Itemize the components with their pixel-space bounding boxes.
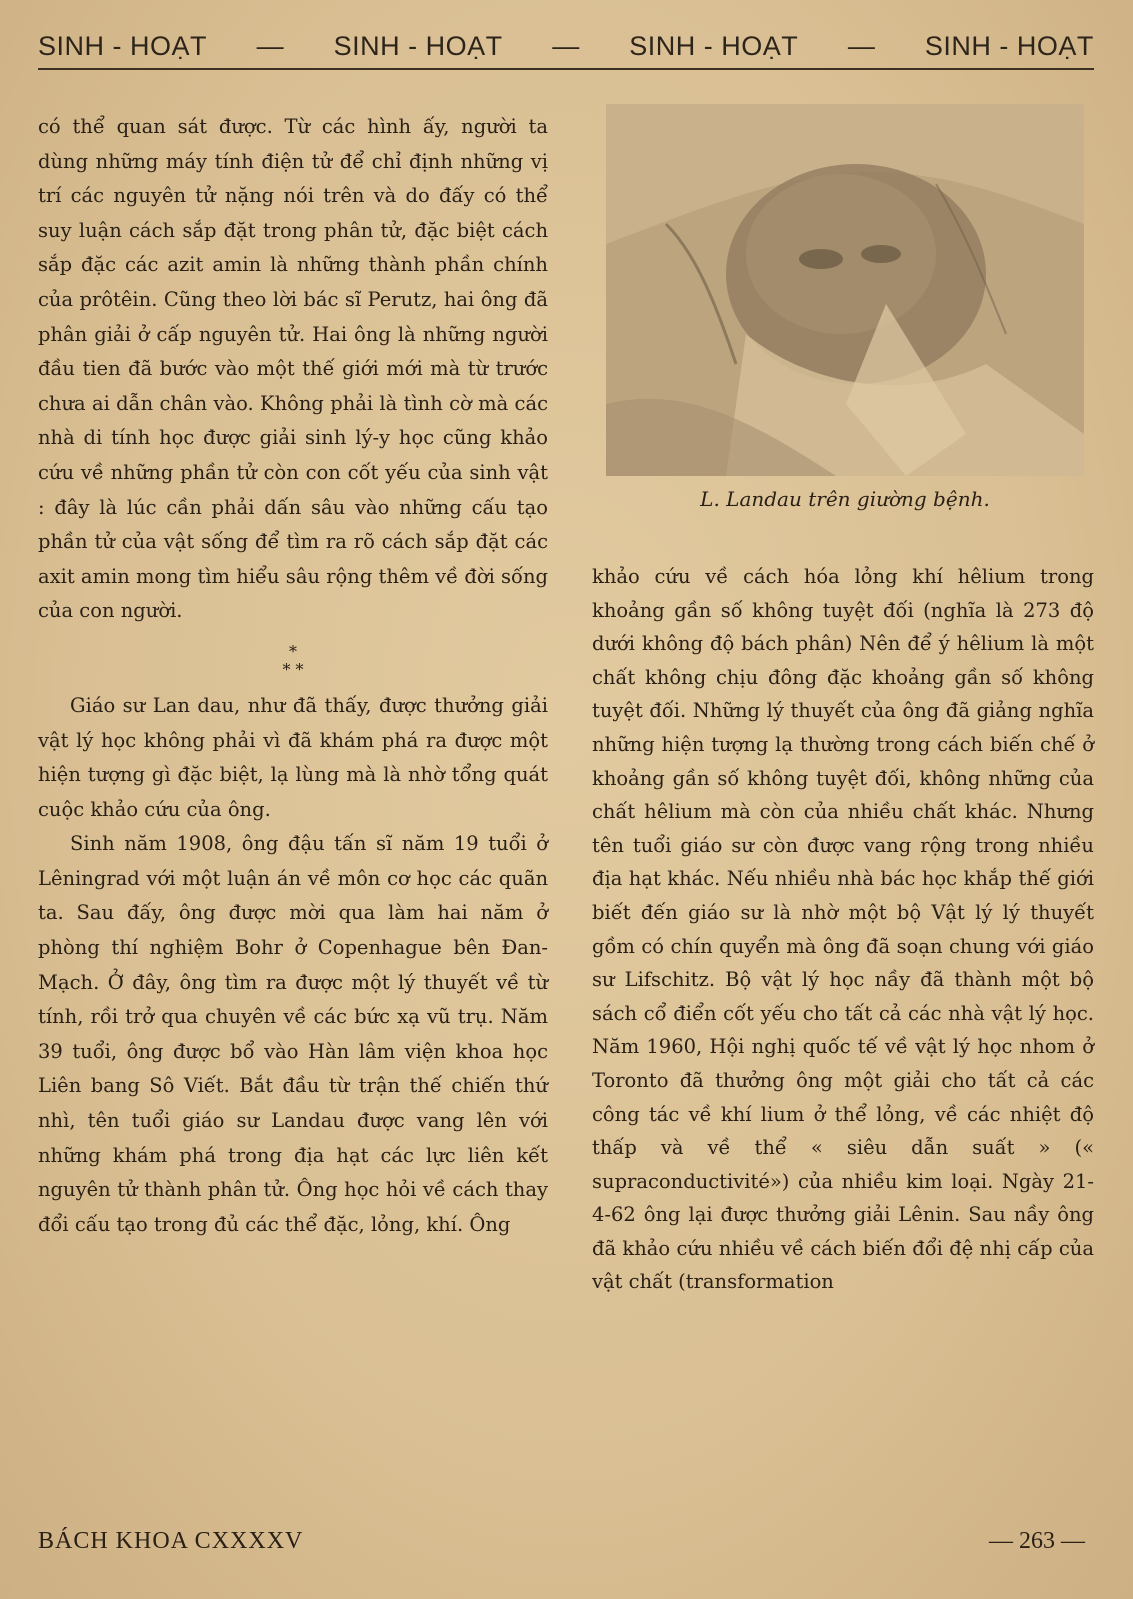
header-separator: — xyxy=(256,30,285,61)
header-separator: — xyxy=(552,30,580,61)
header-item: SINH - HOẠT xyxy=(629,30,799,61)
left-paragraph-1: có thể quan sát được. Từ các hình ấy, người ta dùng những máy tính điện tử để chỉ định những vị trí các nguyên tử nặng nói trên và do đấy có thể suy luận cách sắp đặt trong phân tử, đặc biệt cách sắp đặc các azit amin là những thành phần chính của prôtêin. Cũng theo lời bác sĩ Perutz, hai ông đã phân giải ở cấp nguyên tử. Hai ông là những người đầu tien đã bước vào một thế giới mới mà từ trước chưa ai dẫn chân vào. Không phải là tình cờ mà các nhà di tính học được giải sinh lý-y học cũng khảo cứu về những phần tử còn con cốt yếu của sinh vật : đây là lúc cần phải dấn sâu vào những cấu tạo phần tử của vật sống để tìm ra rõ cách sắp đặt các axit amin mong tìm hiểu sâu rộng thêm về đời sống của con người. xyxy=(38,115,548,623)
right-column xyxy=(592,560,1094,1299)
right-paragraph-1: khảo cứu về cách hóa lỏng khí hêlium trong khoảng gần số không tuyệt đối (nghĩa là 273 độ dưới không độ bách phân) Nên để ý hêlium là một chất không chịu đông đặc khoảng gần số không tuyệt đối. Những lý thuyết của ông đã giảng nghĩa những hiện tượng lạ thường trong cách biến chế ở khoảng gần số không tuyệt đối, không những của chất hêlium mà còn của nhiều chất khác. Nhưng tên tuổi giáo sư còn được vang rộng trong nhiều địa hạt khác. Nếu nhiều nhà bác học khắp thế giới biết đến giáo sư là nhờ một bộ Vật lý lý thuyết gồm có chín quyển mà ông đã soạn chung với giáo sư Lifschitz. Bộ vật lý học nầy đã thành một bộ sách cổ điển cốt yếu cho tất cả các nhà vật lý học. Năm 1960, Hội nghị quốc tế về vật lý học nhom ở Toronto đã thưởng ông một giải cho tất cả các công tác về khí lium ở thể lỏng, về các nhiệt độ thấp và về thể « siêu dẫn suất » (« supraconductivité») của nhiều kim loại. Ngày 21-4-62 ông lại được thưởng giải Lênin. Sau nầy ông đã khảo cứu nhiều về cách biến đổi đệ nhị cấp của vật chất (transformation xyxy=(592,565,1094,1294)
publication-name: BÁCH KHOA CXXXXV xyxy=(38,1528,304,1554)
header-item: SINH - HOẠT xyxy=(333,30,503,61)
left-column xyxy=(38,110,548,1242)
landau-photo xyxy=(606,104,1084,476)
left-paragraph-3: Sinh năm 1908, ông đậu tấn sĩ năm 19 tuổi ở Lêningrad với một luận án về môn cơ học các quãn ta. Sau đấy, ông được mời qua làm hai năm ở phòng thí nghiệm Bohr ở Copenhague bên Đan-Mạch. Ở đây, ông tìm ra được một lý thuyết về từ tính, rồi trở qua chuyên về các bức xạ vũ trụ. Năm 39 tuổi, ông được bổ vào Hàn lâm viện khoa học Liên bang Sô Viết. Bắt đầu từ trận thế chiến thứ nhì, tên tuổi giáo sư Landau được vang lên với những khám phá trong địa hạt các lực liên kết nguyên tử thành phân tử. Ông học hỏi về cách thay đổi cấu tạo trong đủ các thể đặc, lỏng, khí. Ông xyxy=(38,832,548,1236)
header-item: SINH - HOẠT xyxy=(924,30,1094,61)
photo-illustration xyxy=(606,104,1084,476)
header-item: SINH - HOẠT xyxy=(38,30,208,61)
photo-caption: L. Landau trên giường bệnh. xyxy=(700,487,990,511)
header-rule xyxy=(38,68,1094,70)
left-paragraph-2: Giáo sư Lan dau, như đã thấy, được thưởng giải vật lý học không phải vì đã khám phá ra được một hiện tượng gì đặc biệt, lạ lùng mà là nhờ tổng quát cuộc khảo cứu của ông. xyxy=(38,693,548,821)
section-separator xyxy=(38,629,548,689)
separator-star: * xyxy=(289,641,297,661)
separator-stars: * * xyxy=(282,659,304,679)
running-header xyxy=(38,26,1094,66)
page-number: — 263 — xyxy=(989,1528,1085,1554)
header-separator: — xyxy=(847,30,876,61)
